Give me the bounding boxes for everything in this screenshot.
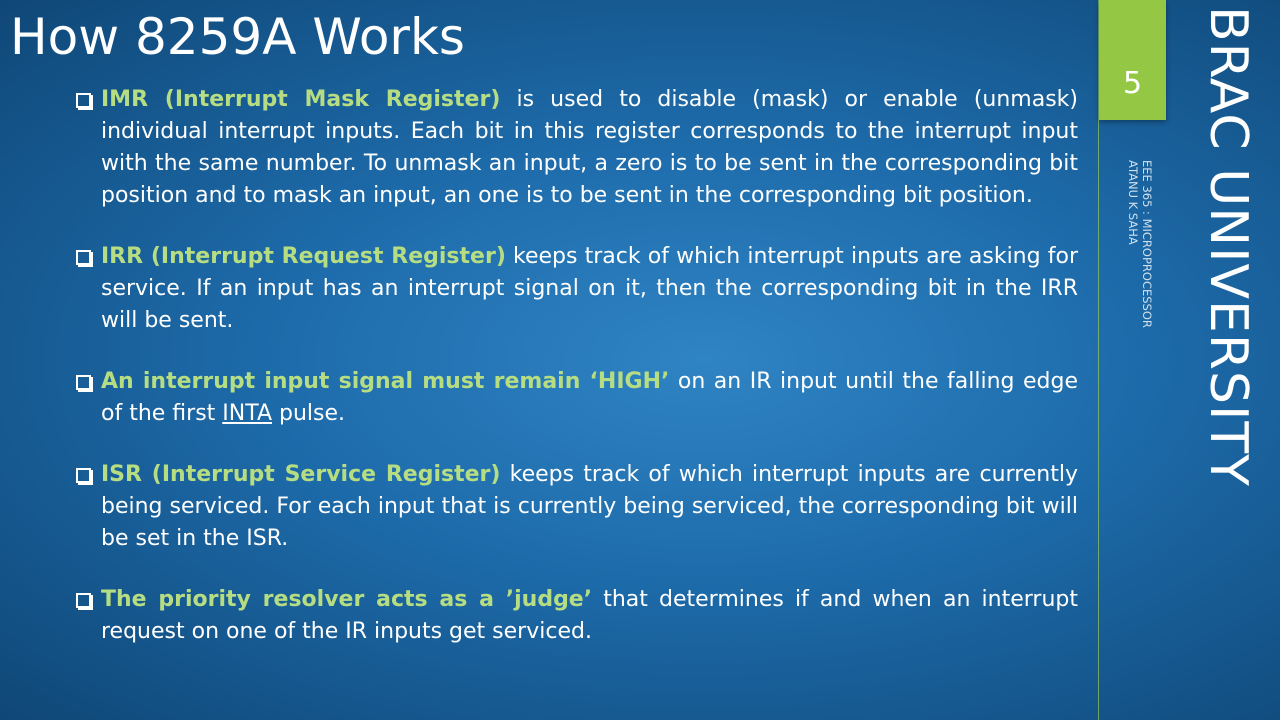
bullet-item-imr — [76, 84, 1078, 212]
bullet-text: that determines if and when an interrupt request on one of the IR inputs get serviced. — [101, 587, 1078, 644]
slide-number-box — [1099, 0, 1166, 120]
course-footer — [1126, 160, 1154, 328]
bullet-text: on an IR input until the falling edge of the first — [101, 369, 1078, 426]
square-bullet-icon — [76, 93, 91, 108]
brand-name: BRAC UNIVERSITY — [1198, 6, 1258, 487]
bullet-lead: ISR (Interrupt Service Register) — [101, 462, 501, 487]
bullet-lead: IRR (Interrupt Request Register) — [101, 244, 506, 269]
bullet-item-high-signal — [76, 366, 1078, 430]
bullet-text: is used to disable (mask) or enable (unmask) individual interrupt inputs. Each bit in this register corresponds to the interrupt input with the same number. To unmask an input, a zero is to be sent in the corresponding bit position and to mask an input, an one is to be sent in the corresponding bit position. — [101, 87, 1078, 208]
bullet-lead: IMR (Interrupt Mask Register) — [101, 87, 501, 112]
square-bullet-icon — [76, 250, 91, 265]
slide-number: 5 — [1122, 66, 1143, 101]
bullet-item-isr — [76, 459, 1078, 555]
bullet-lead: The priority resolver acts as a ’judge’ — [101, 587, 593, 612]
course-name: EEE 365 : MICROPROCESSOR — [1140, 160, 1154, 328]
inta-text: INTA — [222, 401, 273, 426]
bullet-list — [76, 84, 1078, 677]
bullet-item-irr — [76, 241, 1078, 337]
square-bullet-icon — [76, 593, 91, 608]
square-bullet-icon — [76, 468, 91, 483]
bullet-item-priority-resolver — [76, 584, 1078, 648]
author-name: ATANU K SAHA — [1126, 160, 1140, 245]
bullet-text: keeps track of which interrupt inputs are asking for service. If an input has an interrupt signal on it, then the corresponding bit in the IRR will be sent. — [101, 244, 1078, 333]
bullet-lead: An interrupt input signal must remain ‘HIGH’ — [101, 369, 670, 394]
square-bullet-icon — [76, 375, 91, 390]
bullet-text: keeps track of which interrupt inputs are currently being serviced. For each input that is currently being serviced, the corresponding bit will be set in the ISR. — [101, 462, 1078, 551]
bullet-text-tail: pulse. — [272, 401, 346, 426]
slide-title: How 8259A Works — [10, 8, 465, 66]
